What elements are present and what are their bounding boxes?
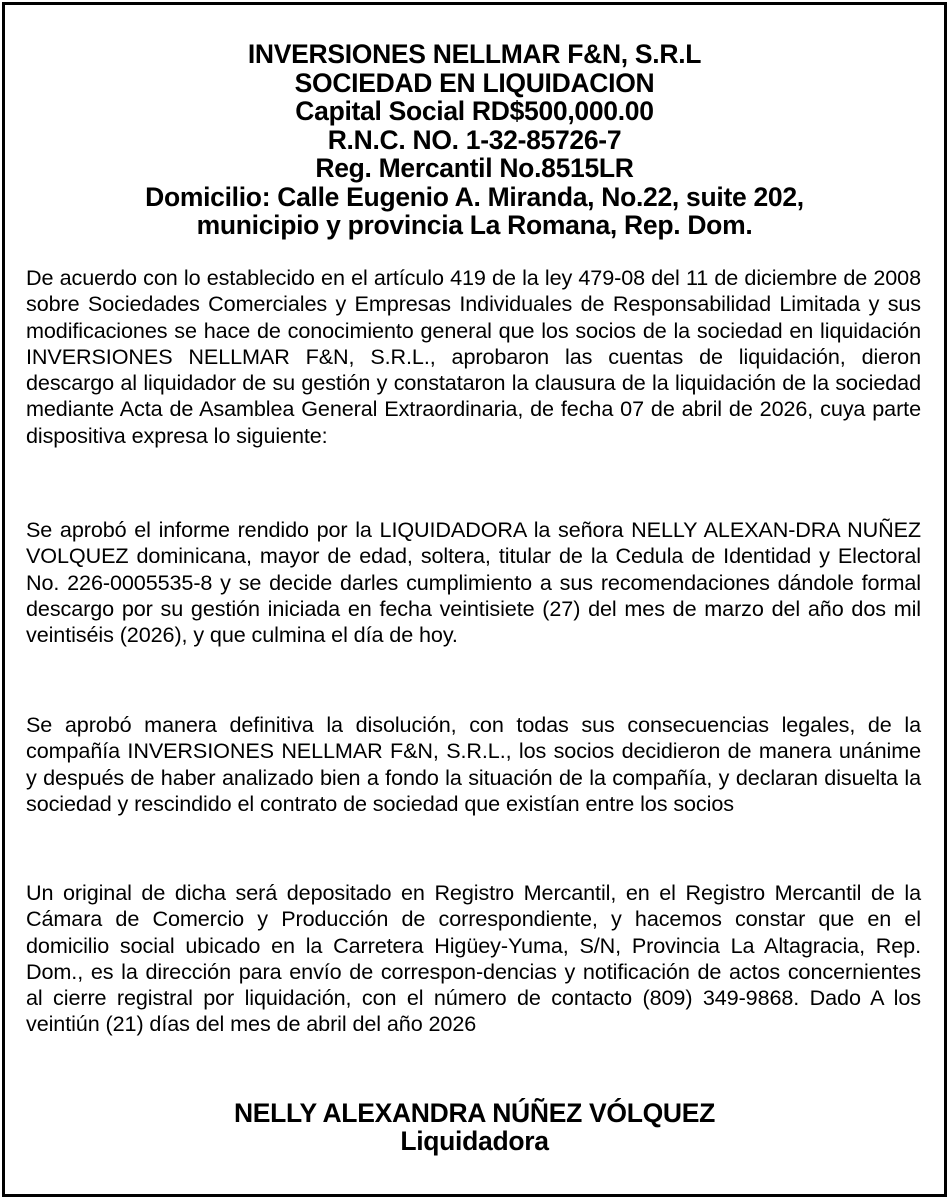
company-address-line-1: Domicilio: Calle Eugenio A. Miranda, No.22, suite 202, <box>145 181 804 212</box>
company-capital: Capital Social RD$500,000.00 <box>295 96 654 126</box>
paragraph-report-approval: Se aprobó el informe rendido por la LIQUIDADORA la señora NELLY ALEXAN-DRA NUÑEZ VOLQUEZ dominicana, mayor de edad, soltera, titular de la Cedula de Identidad y Electoral No. 226-0005535-8 y se decide darles cumplimiento a sus recomendaciones dándole formal descargo por su gestión iniciada en fecha veintisiete (27) del mes de marzo del año dos mil veintiséis (2026), y que culmina el día de hoy. <box>26 517 921 648</box>
company-status: SOCIEDAD EN LIQUIDACION <box>294 67 655 98</box>
signature-block <box>5 1099 944 1155</box>
paragraph-legal-basis: De acuerdo con lo establecido en el artículo 419 de la ley 479-08 del 11 de diciembre de 2008 sobre Sociedades Comerciales y Empresas Individuales de Responsabilidad Limitada y sus modificaciones se hace de conocimiento general que los socios de la sociedad en liquidación INVERSIONES NELLMAR F&N, S.R.L., aprobaron las cuentas de liquidación, dieron descargo al liquidador de su gestión y constataron la clausura de la liquidación de la sociedad mediante Acta de Asamblea General Extraordinaria, de fecha 07 de abril de 2026, cuya parte dispositiva expresa lo siguiente: <box>26 265 921 448</box>
company-address-line-2: municipio y provincia La Romana, Rep. Dom. <box>196 210 753 240</box>
company-registry: Reg. Mercantil No.8515LR <box>315 153 634 183</box>
legal-notice-frame <box>2 2 947 1197</box>
paragraph-deposit-contact: Un original de dicha será depositado en Registro Mercantil, en el Registro Mercantil de la Cámara de Comercio y Producción de correspondiente, y hacemos constar que en el domicilio social ubicado en la Carretera Higüey-Yuma, S/N, Provincia La Altagracia, Rep. Dom., es la dirección para envío de correspon-dencias y notificación de actos concernientes al cierre registral por liquidación, con el número de contacto (809) 349-9868. Dado A los veintiún (21) días del mes de abril del año 2026 <box>26 880 921 1037</box>
company-name: INVERSIONES NELLMAR F&N, S.R.L <box>247 39 702 69</box>
signatory-role: Liquidadora <box>400 1126 549 1156</box>
notice-header <box>5 40 944 240</box>
company-rnc: R.N.C. NO. 1-32-85726-7 <box>327 124 622 155</box>
signatory-name: NELLY ALEXANDRA NÚÑEZ VÓLQUEZ <box>233 1098 716 1128</box>
paragraph-dissolution: Se aprobó manera definitiva la disolución, con todas sus consecuencias legales, de la compañía INVERSIONES NELLMAR F&N, S.R.L., los socios decidieron de manera unánime y después de haber analizado bien a fondo la situación de la compañía, y declaran disuelta la sociedad y rescindido el contrato de sociedad que existían entre los socios <box>26 712 921 816</box>
